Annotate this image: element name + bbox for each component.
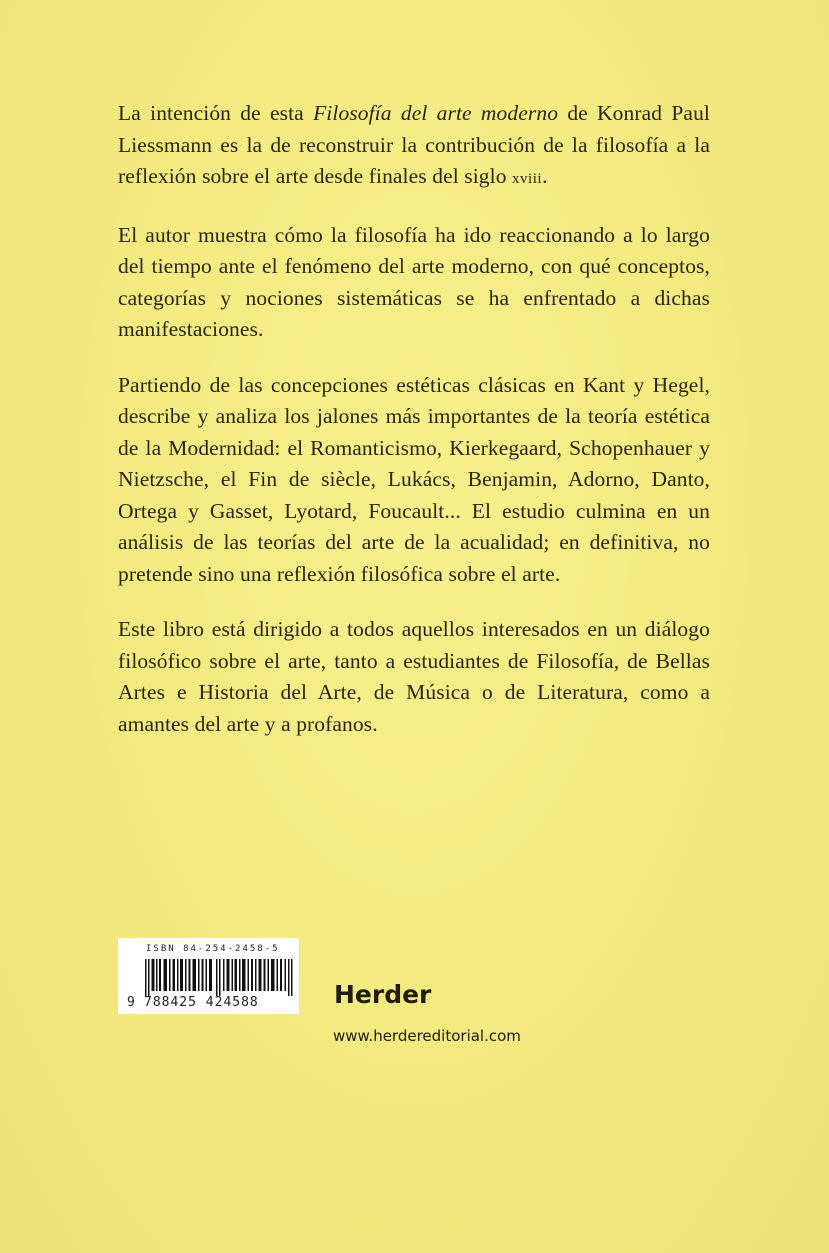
isbn-barcode: [118, 938, 299, 1014]
synopsis-paragraph-3: Partiendo de las concepciones estéticas clásicas en Kant y Hegel, describe y analiza los jalones más importantes de la teoría estética de la Modernidad: el Romanticismo, Kierkegaard, Schopenhauer y Nietzsche, el Fin de siècle, Lukács, Benjamin, Adorno, Danto, Ortega y Gasset, Lyotard, Foucault... El estudio culmina en un análisis de las teorías del arte de la acualidad; en definitiva, no pretende sino una reflexión filosófica sobre el arte.: [118, 372, 710, 586]
book-title: Filosofía del arte moderno: [313, 101, 559, 125]
synopsis: [118, 98, 710, 764]
synopsis-paragraph-1: La intención de esta Filosofía del arte moderno de Konrad Paul Liessmann es la de reconstruir la contribución de la filosofía a la reflexión sobre el arte desde finales del siglo xviii.: [118, 101, 710, 188]
century-numeral: xviii: [512, 171, 543, 187]
synopsis-paragraph-2: El autor muestra cómo la filosofía ha ido reaccionando a lo largo del tiempo ante el fenómeno del arte moderno, con qué conceptos, categorías y nociones sistemáticas se ha enfrentado a dichas manifestaciones.: [118, 222, 710, 341]
publisher-website: www.herdereditorial.com: [333, 1027, 521, 1045]
barcode-lead-digit: 9: [127, 995, 135, 1010]
isbn-label: ISBN 84-254-2458-5: [146, 944, 280, 954]
barcode-bars: [145, 959, 293, 996]
publisher-name: Herder: [334, 980, 432, 1009]
barcode-digits: 788425 424588: [144, 995, 259, 1010]
synopsis-paragraph-4: Este libro está dirigido a todos aquellos interesados en un diálogo filosófico sobre el arte, tanto a estudiantes de Filosofía, de Bellas Artes e Historia del Arte, de Música o de Literatura, como a amantes del arte y a profanos.: [118, 617, 710, 736]
